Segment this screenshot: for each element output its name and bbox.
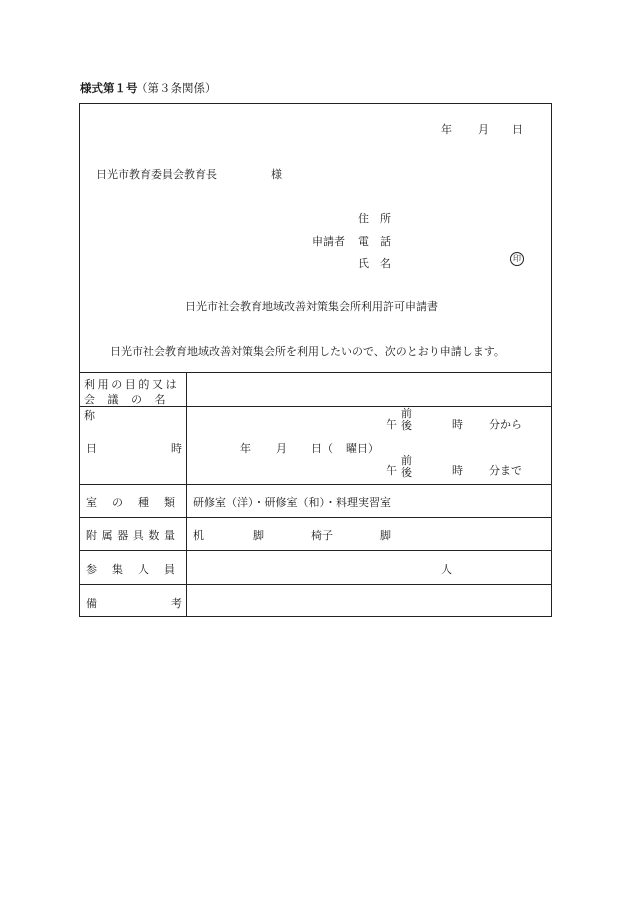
purpose-label-line1 [84,376,180,392]
datetime-label-first: 日 [86,442,97,455]
applicant-role-label: 申請者 [312,235,345,248]
form-relation-note: （第３条関係） [136,81,217,95]
equipment-desk-unit: 脚 [253,529,264,542]
from-am: 前 [401,407,412,420]
date-weekday-field: 曜日） [346,442,379,455]
applicant-address-label: 住 所 [358,212,391,225]
equipment-desk: 机 [193,529,204,542]
date-month-field: 月 [276,442,287,455]
remarks-label-first: 備 [86,597,97,610]
from-pm: 後 [401,419,412,432]
attendees-unit: 人 [441,563,452,576]
until-pm: 後 [401,466,412,479]
document-title: 日光市社会教育地域改善対策集会所利用許可申請書 [185,300,438,313]
equipment-chair-unit: 脚 [380,529,391,542]
addressee-honorific: 様 [271,168,282,181]
row-divider [79,484,552,485]
from-ampm-stack [401,408,412,432]
seal-mark: 印 [510,252,524,266]
date-day-field: 日（ [311,442,333,455]
row-divider [79,584,552,585]
equipment-label: 附属器具数量 [86,529,180,542]
until-hour: 時 [452,464,463,477]
purpose-label-text: 利用の目的又は [84,378,180,391]
column-divider [186,372,187,617]
date-year-field: 年 [240,442,251,455]
purpose-label-line2 [84,391,180,423]
from-suffix: 分から [489,418,522,431]
row-divider [79,517,552,518]
table-top-border [79,372,552,373]
applicant-phone-label: 電 話 [358,235,391,248]
attendees-label: 参 集 人 員 [86,563,177,576]
equipment-chair: 椅子 [311,529,333,542]
row-divider [79,550,552,551]
remarks-label-second: 考 [171,597,182,610]
until-ampm-stack [401,455,412,479]
addressee-name: 日光市教育委員会教育長 [96,168,217,181]
purpose-label-text: 会議の名称 [84,393,178,422]
applicant-name-label: 氏 名 [358,257,391,270]
date-month: 月 [478,123,489,136]
date-year: 年 [441,123,452,136]
room-label: 室 の 種 類 [86,496,177,509]
datetime-label-second: 時 [171,442,182,455]
date-day: 日 [512,123,523,136]
from-noon-char: 午 [386,418,397,431]
room-options: 研修室（洋）・研修室（和）・料理実習室 [193,496,391,509]
until-noon-char: 午 [386,464,397,477]
until-am: 前 [401,454,412,467]
intro-text: 日光市社会教育地域改善対策集会所を利用したいので、次のとおり申請します。 [110,345,505,358]
from-hour: 時 [452,418,463,431]
until-suffix: 分まで [489,464,522,477]
form-number: 様式第１号 [80,81,138,95]
